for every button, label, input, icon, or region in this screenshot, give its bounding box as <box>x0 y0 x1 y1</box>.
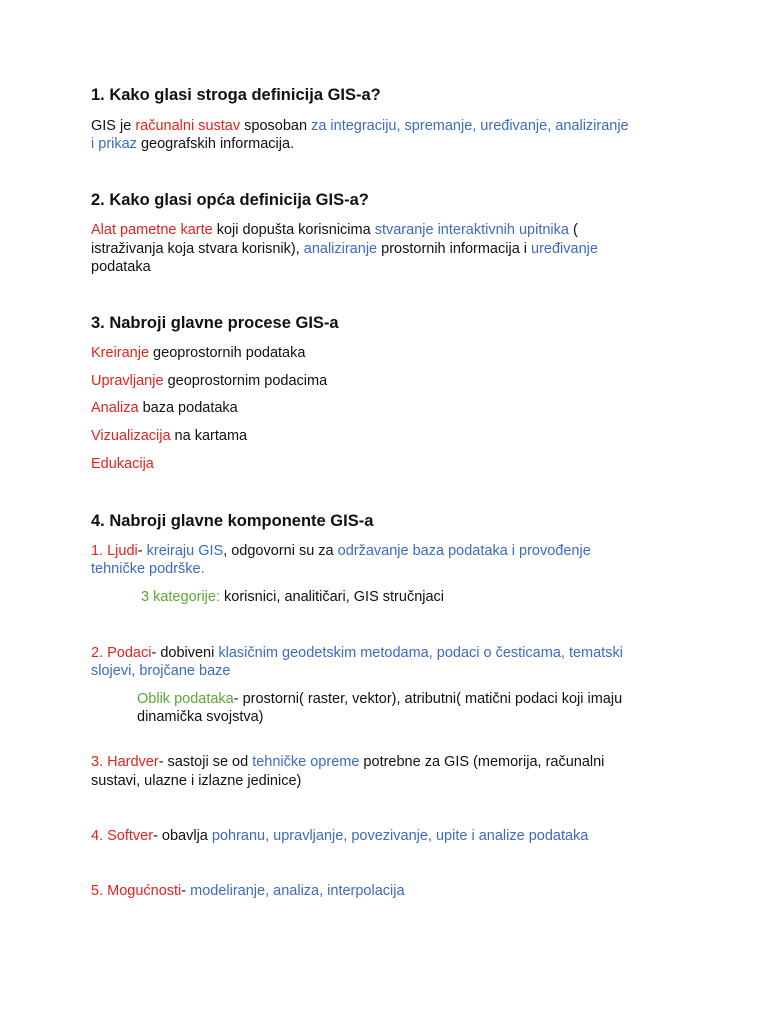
q2-line-2-run-3: prostornih informacija i <box>377 241 532 257</box>
q4-podaci-form-line-1-run-1: Oblik podataka <box>137 691 234 707</box>
q3-item-2 <box>91 372 327 390</box>
q3-item-1-run-2: geoprostornih podataka <box>149 345 306 361</box>
q3-item-3-run-1: Analiza <box>91 400 139 416</box>
q2-line-1-run-3: stvaranje interaktivnih upitnika <box>374 222 569 238</box>
q4-hardver-line-2 <box>91 772 301 790</box>
q4-mogucnosti-run-1: 5. Mogućnosti <box>91 883 182 899</box>
q4-podaci-form-line-1-run-2: - prostorni( raster, vektor), atributni( matični podaci koji imaju <box>233 691 623 707</box>
q3-item-1-run-1: Kreiranje <box>91 345 150 361</box>
q1-line-2 <box>91 135 294 153</box>
q4-mogucnosti-run-2: - <box>181 883 191 899</box>
q2-line-3-run-1: podataka <box>91 259 151 275</box>
q3-item-3 <box>91 399 238 417</box>
q4-podaci-form-line-2 <box>137 708 264 726</box>
q3-item-2-run-2: geoprostornim podacima <box>163 373 328 389</box>
q4-softver <box>91 827 588 845</box>
q4-podaci-form-line-1 <box>137 690 622 708</box>
q3-item-1 <box>91 344 305 362</box>
q4-podaci-line-1 <box>91 644 623 662</box>
q2-line-3 <box>91 258 151 276</box>
q4-softver-run-2: - obavlja <box>153 828 212 844</box>
q4-softver-run-1: 4. Softver <box>91 828 154 844</box>
q4-hardver-line-1-run-2: - sastoji se od <box>158 754 253 770</box>
q4-podaci-line-1-run-2: - dobiveni <box>151 645 219 661</box>
q3-item-5 <box>91 455 154 473</box>
q3-item-4 <box>91 427 247 445</box>
q1-line-1-run-4: za integraciju, spremanje, uređivanje, analiziranje <box>311 118 629 134</box>
q4-ljudi-categories <box>141 588 444 606</box>
q4-ljudi-line-1-run-1: 1. Ljudi <box>91 543 138 559</box>
q3-item-2-run-1: Upravljanje <box>91 373 164 389</box>
q4-podaci-line-1-run-3: klasičnim geodetskim metodama, podaci o česticama, tematski <box>218 645 623 661</box>
q2-line-1-run-4: ( <box>568 222 578 238</box>
q2-line-1-run-2: koji dopušta korisnicima <box>212 222 375 238</box>
q4-heading: 4. Nabroji glavne komponente GIS-a <box>91 512 374 530</box>
q4-ljudi-categories-run-2: korisnici, analitičari, GIS stručnjaci <box>220 589 445 605</box>
q1-line-1-run-1: GIS je <box>91 118 136 134</box>
q3-heading: 3. Nabroji glavne procese GIS-a <box>91 314 339 332</box>
q2-line-2-run-1: istraživanja koja stvara korisnik), <box>91 241 304 257</box>
q4-ljudi-line-1-run-4: , odgovorni su za <box>223 543 338 559</box>
q4-softver-run-3: pohranu, upravljanje, povezivanje, upite i analize podataka <box>211 828 589 844</box>
q2-heading: 2. Kako glasi opća definicija GIS-a? <box>91 191 369 209</box>
q4-podaci-line-2 <box>91 662 230 680</box>
q1-line-1-run-2: računalni sustav <box>135 118 241 134</box>
q1-line-1 <box>91 117 629 135</box>
q4-podaci-form-line-2-run-1: dinamička svojstva) <box>137 709 264 725</box>
q3-item-5-run-1: Edukacija <box>91 456 154 472</box>
q1-line-2-run-1: i prikaz <box>91 136 137 152</box>
q4-hardver-line-1 <box>91 753 604 771</box>
q4-mogucnosti <box>91 882 405 900</box>
q2-line-1 <box>91 221 578 239</box>
q2-line-2-run-2: analiziranje <box>303 241 378 257</box>
q3-item-3-run-2: baza podataka <box>138 400 238 416</box>
q2-line-2-run-4: uređivanje <box>531 241 598 257</box>
q2-line-1-run-1: Alat pametne karte <box>91 222 213 238</box>
q1-heading: 1. Kako glasi stroga definicija GIS-a? <box>91 86 381 104</box>
q4-ljudi-line-1-run-2: - <box>137 543 147 559</box>
q4-hardver-line-1-run-1: 3. Hardver <box>91 754 159 770</box>
q4-podaci-line-2-run-1: slojevi, brojčane baze <box>91 663 231 679</box>
q3-item-4-run-1: Vizualizacija <box>91 428 171 444</box>
q4-hardver-line-1-run-4: potrebne za GIS (memorija, računalni <box>359 754 605 770</box>
q4-ljudi-categories-run-1: 3 kategorije: <box>141 589 220 605</box>
q3-item-4-run-2: na kartama <box>170 428 248 444</box>
q4-mogucnosti-run-3: modeliranje, analiza, interpolacija <box>190 883 405 899</box>
q4-ljudi-line-2-run-1: tehničke podrške. <box>91 561 205 577</box>
q4-podaci-line-1-run-1: 2. Podaci <box>91 645 152 661</box>
q1-line-1-run-3: sposoban <box>240 118 312 134</box>
q4-hardver-line-1-run-3: tehničke opreme <box>252 754 360 770</box>
q2-line-2 <box>91 240 598 258</box>
q4-ljudi-line-1 <box>91 542 591 560</box>
q1-line-2-run-2: geografskih informacija. <box>136 136 295 152</box>
q4-ljudi-line-1-run-3: kreiraju GIS <box>146 543 224 559</box>
q4-ljudi-line-1-run-5: održavanje baza podataka i provođenje <box>337 543 591 559</box>
q4-ljudi-line-2 <box>91 560 205 578</box>
q4-hardver-line-2-run-1: sustavi, ulazne i izlazne jedinice) <box>91 773 302 789</box>
